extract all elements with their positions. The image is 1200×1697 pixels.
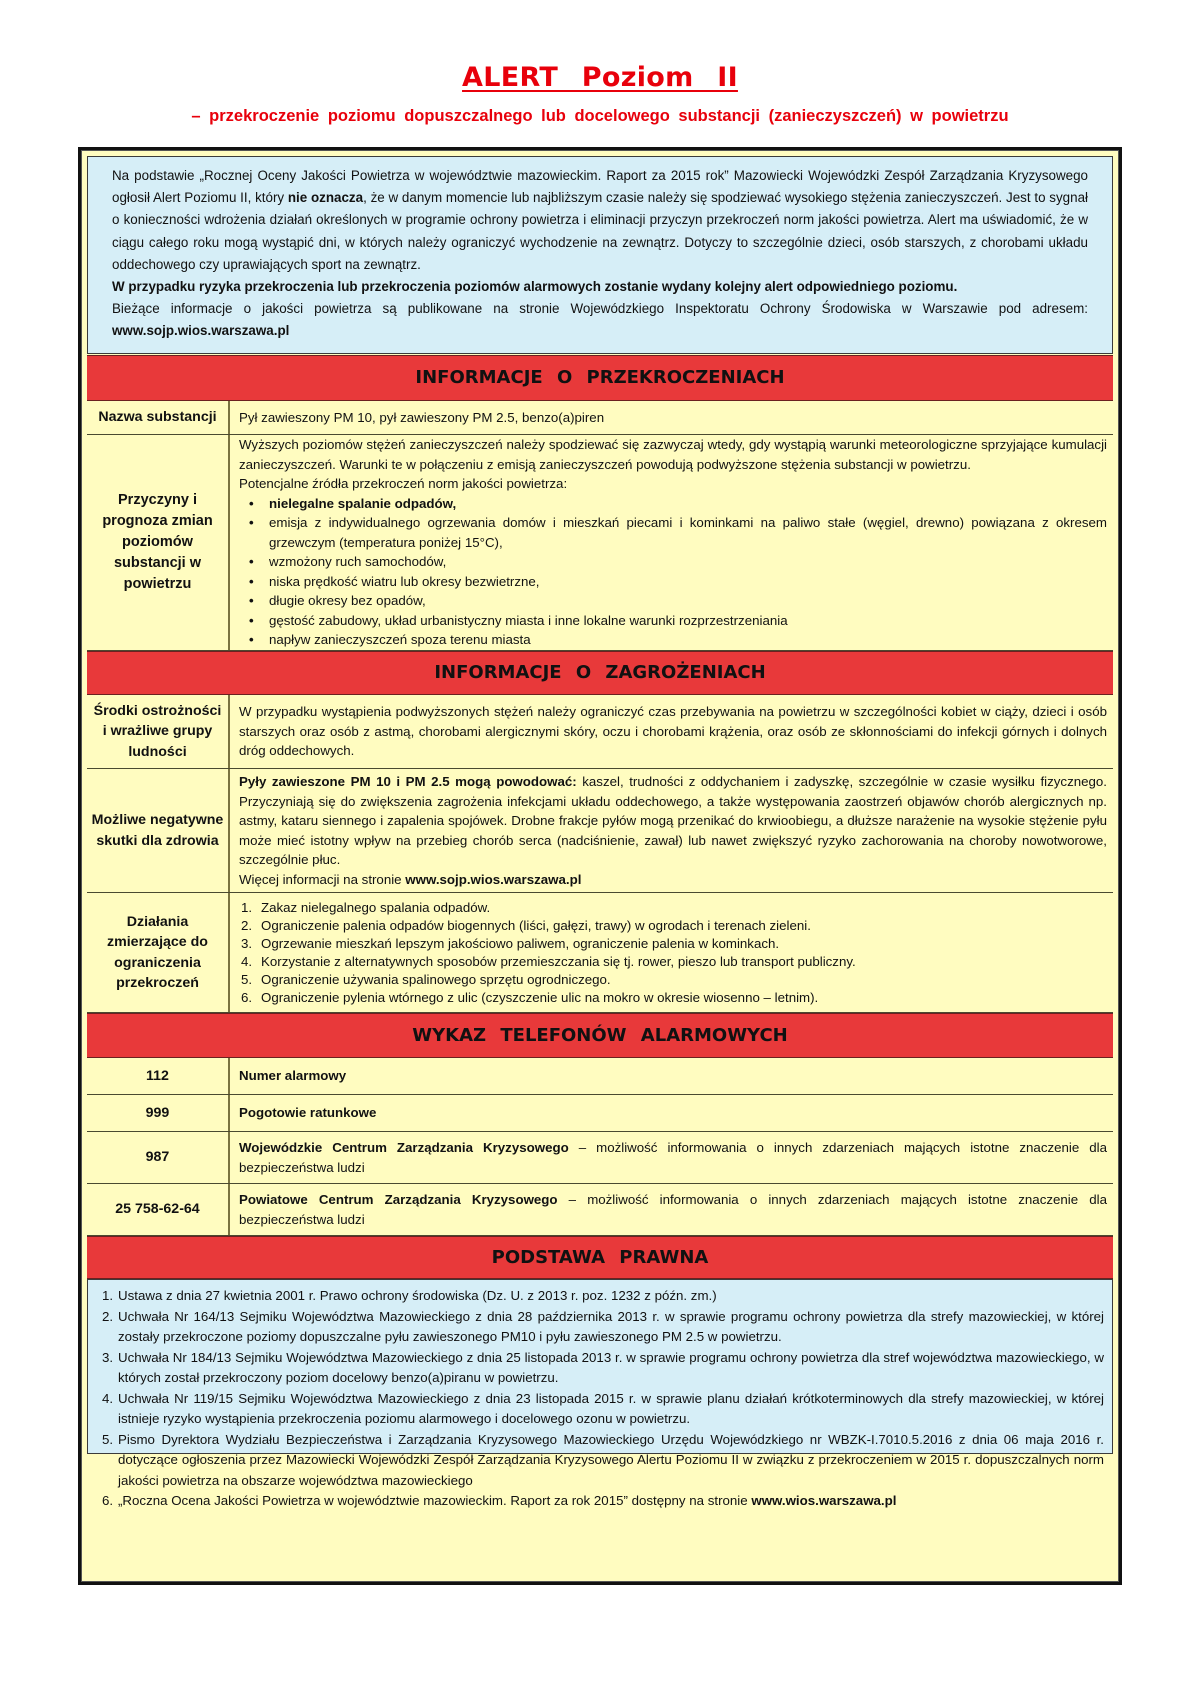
legal-list	[96, 1286, 1104, 1512]
list-item: • gęstość zabudowy, układ urbanistyczny miasta i inne lokalne warunki rozprzestrzeniania	[239, 611, 1107, 631]
phone-number[interactable]: 25 758-62-64	[87, 1184, 230, 1235]
table-row-phone	[87, 1058, 1113, 1095]
phone-description: – możliwość informowania o innych zdarzeniach mających istotne znaczenie dla bezpieczeństwa ludzi	[239, 1140, 1107, 1175]
actions-list	[239, 899, 1107, 1007]
table-row-health-effects	[87, 769, 1113, 893]
list-item: 1. Zakaz nielegalnego spalania odpadów.	[241, 899, 491, 915]
table-row-actions	[87, 893, 1113, 1013]
health-effects-value: Pyły zawieszone PM 10 i PM 2.5 mogą powodować: kaszel, trudności z oddychaniem i zadyszkę, szczególnie w czasie wysiłku fizycznego. Przyczyniają się do zwiększenia zagrożenia infekcjami układu oddechowego, a także występowania zaostrzeń objawów chorób alergicznych np. astmy, kataru siennego i zapalenia spojówek. Drobne frakcje pyłów mogą przenikać do krwioobiegu, a dłuższe narażenie na wysokie stężenie pyłu może mieć istotny wpływ na przebieg chorób serca (nadciśnienie, zawał) lub nawet zwiększyć ryzyko zachorowania na choroby nowotworowe, szczególnie płuc. Więcej informacji na stronie www.sojp.wios.warszawa.pl	[239, 774, 1108, 887]
precautions-label: Środki ostrożności i wrażliwe grupy ludności	[87, 695, 230, 768]
actions-value	[239, 893, 1107, 1012]
emphasis-not-mean: nie oznacza	[287, 190, 364, 206]
table-row-causes	[87, 435, 1113, 651]
section-heading-legal: PODSTAWA PRAWNA	[87, 1236, 1113, 1279]
table-row-phone	[87, 1132, 1113, 1184]
list-item: 5. Pismo Dyrektora Wydziału Bezpieczeństwa i Zarządzania Kryzysowego Mazowieckiego Urzędu Wojewódzkiego nr WBZK-I.7010.5.2016 z dnia 06 maja 2016 r. dotyczące ogłoszenia przez Mazowiecki Wojewódzki Zespół Zarządzania Kryzysowego Alertu Poziomu II w związku z przekroczeniem w 2015 r. dopuszczalnych norm jakości powietrza na obszarze województwa mazowieckiego	[102, 1431, 1104, 1488]
list-item: 4. Korzystanie z alternatywnych sposobów przemieszczania się tj. rower, pieszo lub transport publiczny.	[241, 953, 856, 969]
causes-sources-list	[239, 494, 1107, 650]
substance-label: Nazwa substancji	[87, 401, 230, 434]
list-item: • napływ zanieczyszczeń spoza terenu miasta	[239, 630, 1107, 650]
document-title: ALERT Poziom II	[462, 62, 738, 93]
phone-number[interactable]: 987	[87, 1132, 230, 1183]
precautions-value: W przypadku wystąpienia podwyższonych stężeń należy ograniczyć czas przebywania na powietrzu w szczególności kobiet w ciąży, dzieci i osób starszych oraz osób z astmą, chorobami alergicznymi skóry, oczu i chorobami krążenia, oraz osób ze skłonnościami do infekcji górnych i dolnych dróg oddechowych.	[239, 704, 1107, 759]
causes-value	[239, 435, 1107, 650]
list-item: 6. Ograniczenie pylenia wtórnego z ulic (czyszczenie ulic na mokro w okresie wiosenno – letnim).	[241, 989, 819, 1005]
phone-number[interactable]: 112	[87, 1058, 230, 1094]
phone-name: Pogotowie ratunkowe	[239, 1105, 377, 1121]
document-subtitle: – przekroczenie poziomu dopuszczalnego lub docelowego substancji (zanieczyszczeń) w powietrzu	[191, 107, 1009, 125]
list-item: 3. Ogrzewanie mieszkań lepszym jakościowo paliwem, ograniczenie palenia w kominkach.	[241, 935, 780, 951]
causes-label: Przyczyny i prognoza zmian poziomów substancji w powietrzu	[87, 435, 230, 650]
list-item: 6. „Roczna Ocena Jakości Powietrza w województwie mazowieckim. Raport za rok 2015” dostępny na stronie www.wios.warszawa.pl	[102, 1493, 897, 1508]
intro-paragraph: Na podstawie „Rocznej Oceny Jakości Powietrza w województwie mazowieckim. Raport za 2015 rok” Mazowiecki Wojewódzki Zespół Zarządzania Kryzysowego ogłosił Alert Poziomu II, który nie oznacza, że w danym momencie lub najbliższym czasie należy się spodziewać wysokiego stężenia zanieczyszczeń. Jest to sygnał o konieczności wdrożenia działań określonych w programie ochrony powietrza i eliminacji przyczyn przekroczeń norm jakości powietrza. Alert ma uświadomić, że w ciągu całego roku mogą wystąpić dni, w których należy ograniczyć wychodzenie na zewnątrz. Dotyczy to szczególnie dzieci, osób starszych, z chorobami układu oddechowego czy uprawiających sport na zewnątrz.	[112, 168, 1088, 272]
list-item: 3. Uchwała Nr 184/13 Sejmiku Województwa Mazowieckiego z dnia 25 listopada 2013 r. w sprawie programu ochrony powietrza dla stref województwa mazowieckiego, w których został przekroczony poziom docelowy benzo(a)piranu w powietrzu.	[102, 1349, 1104, 1385]
causes-sources-title: Potencjalne źródła przekroczeń norm jakości powietrza:	[239, 476, 568, 492]
intro-box	[87, 156, 1113, 354]
section-heading-exceedances: INFORMACJE O PRZEKROCZENIACH	[87, 355, 1113, 401]
sojp-link[interactable]: www.sojp.wios.warszawa.pl	[405, 871, 582, 887]
legal-basis-box	[87, 1279, 1113, 1508]
sojp-link[interactable]: www.sojp.wios.warszawa.pl	[112, 323, 290, 339]
list-item: 2. Uchwała Nr 164/13 Sejmiku Województwa Mazowieckiego z dnia 28 października 2013 r. w sprawie programu ochrony powietrza dla strefy mazowieckiej, w której zostały przekroczone poziomy dopuszczalne pyłu zawieszonego PM10 i pyłu zawieszonego PM 2.5 w powietrzu.	[102, 1308, 1104, 1344]
table-row-phone	[87, 1095, 1113, 1132]
section-heading-threats: INFORMACJE O ZAGROŻENIACH	[87, 651, 1113, 695]
table-row-phone	[87, 1184, 1113, 1236]
section-heading-phones: WYKAZ TELEFONÓW ALARMOWYCH	[87, 1013, 1113, 1058]
actions-label: Działania zmierzające do ograniczenia przekroczeń	[87, 893, 230, 1012]
phone-name: Powiatowe Centrum Zarządzania Kryzysowego	[239, 1192, 558, 1207]
intro-warning: W przypadku ryzyka przekroczenia lub przekroczenia poziomów alarmowych zostanie wydany kolejny alert odpowiedniego poziomu.	[112, 279, 958, 295]
list-item: 1. Ustawa z dnia 27 kwietnia 2001 r. Prawo ochrony środowiska (Dz. U. z 2013 r. poz. 1232 z późn. zm.)	[102, 1288, 717, 1303]
list-item: 2. Ograniczenie palenia odpadów biogennych (liści, gałęzi, trawy) w ogrodach i terenach zieleni.	[241, 917, 811, 933]
phone-name: Wojewódzkie Centrum Zarządzania Kryzysowego	[239, 1140, 569, 1155]
table-row-substance	[87, 401, 1113, 435]
list-item: 5. Ograniczenie używania spalinowego sprzętu ogrodniczego.	[241, 971, 611, 987]
list-item: • długie okresy bez opadów,	[239, 591, 1107, 611]
phone-name: Numer alarmowy	[239, 1068, 347, 1084]
list-item: • nielegalne spalanie odpadów,	[239, 494, 1107, 514]
phone-number[interactable]: 999	[87, 1095, 230, 1131]
phone-description: – możliwość informowania o innych zdarzeniach mających istotne znaczenie dla bezpieczeństwa ludzi	[239, 1192, 1107, 1227]
list-item: • emisja z indywidualnego ogrzewania domów i mieszkań piecami i kominkami na paliwo stałe (węgiel, drewno) powiązana z okresem grzewczym (temperatura poniżej 15°C),	[239, 513, 1107, 552]
list-item: 4. Uchwała Nr 119/15 Sejmiku Województwa Mazowieckiego z dnia 23 listopada 2015 r. w sprawie planu działań krótkoterminowych dla strefy mazowieckiej, w której istnieje ryzyko wystąpienia przekroczenia poziomu alarmowego i docelowego ozonu w powietrzu.	[102, 1390, 1104, 1426]
table-row-precautions	[87, 695, 1113, 769]
list-item: • wzmożony ruch samochodów,	[239, 552, 1107, 572]
wios-link[interactable]: www.wios.warszawa.pl	[751, 1493, 897, 1508]
substance-value: Pył zawieszony PM 10, pył zawieszony PM 2.5, benzo(a)piren	[239, 409, 605, 425]
health-effects-label: Możliwe negatywne skutki dla zdrowia	[87, 769, 230, 892]
causes-intro: Wyższych poziomów stężeń zanieczyszczeń należy spodziewać się zazwyczaj wtedy, gdy wystąpią warunki meteorologiczne sprzyjające kumulacji zanieczyszczeń. Warunki te w połączeniu z emisją zanieczyszczeń powodują podwyższone stężenia substancji w powietrzu.	[239, 437, 1107, 472]
alert-frame	[78, 147, 1122, 1585]
intro-info: Bieżące informacje o jakości powietrza są publikowane na stronie Wojewódzkiego Inspektoratu Ochrony Środowiska w Warszawie pod adresem: www.sojp.wios.warszawa.pl	[112, 301, 1088, 339]
list-item: • niska prędkość wiatru lub okresy bezwietrzne,	[239, 572, 1107, 592]
